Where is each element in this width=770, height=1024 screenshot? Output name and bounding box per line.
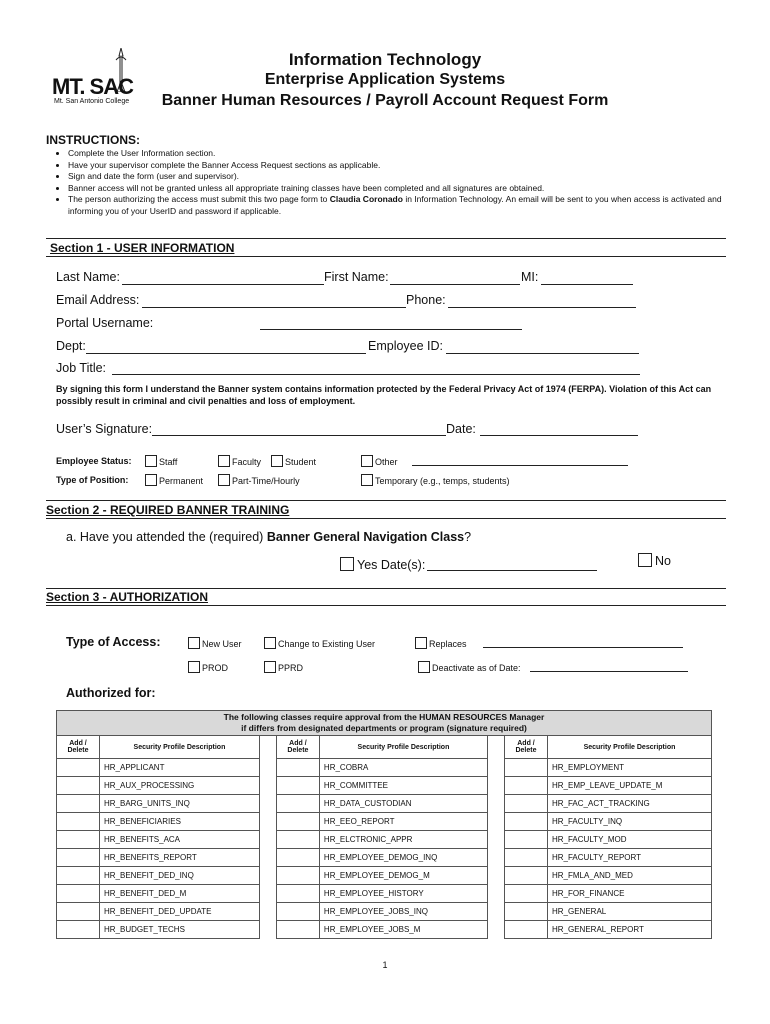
profile-cell: HR_EEO_REPORT <box>319 813 487 831</box>
instructions-list <box>56 148 738 217</box>
description-header: Security Profile Description <box>319 736 487 759</box>
position-permanent-option[interactable]: Permanent <box>145 474 203 486</box>
permanent-checkbox[interactable] <box>145 474 157 486</box>
temporary-checkbox[interactable] <box>361 474 373 486</box>
description-header: Security Profile Description <box>100 736 260 759</box>
add-delete-cell[interactable] <box>276 903 319 921</box>
add-delete-cell[interactable] <box>504 849 547 867</box>
phone-label: Phone: <box>406 293 446 307</box>
profile-cell: HR_BENEFIT_DED_INQ <box>100 867 260 885</box>
logo-mark: MT. SAC <box>52 74 133 99</box>
email-label: Email Address: <box>56 293 140 307</box>
profile-cell: HR_BENEFITS_REPORT <box>100 849 260 867</box>
add-delete-cell[interactable] <box>504 777 547 795</box>
ferpa-notice: By signing this form I understand the Banner system contains information protected by the Federal Privacy Act of 1974 (FERPA). Violation of this Act can possibly result in criminal and civil penalties and loss of employment. <box>56 384 712 406</box>
phone-field[interactable] <box>448 307 636 308</box>
table-row <box>57 813 712 831</box>
authorized-for-label: Authorized for: <box>66 686 156 700</box>
pprd-checkbox[interactable] <box>264 661 276 673</box>
prod-checkbox[interactable] <box>188 661 200 673</box>
profile-cell: HR_EMPLOYEE_JOBS_M <box>319 921 487 939</box>
profile-cell: HR_FACULTY_REPORT <box>547 849 711 867</box>
table-row <box>57 903 712 921</box>
add-delete-cell[interactable] <box>276 831 319 849</box>
add-delete-cell[interactable] <box>276 813 319 831</box>
add-delete-header: Add / Delete <box>276 736 319 759</box>
profile-cell: HR_BENEFITS_ACA <box>100 831 260 849</box>
add-delete-cell[interactable] <box>276 759 319 777</box>
add-delete-cell[interactable] <box>504 867 547 885</box>
add-delete-cell[interactable] <box>57 813 100 831</box>
contact-name: Claudia Coronado <box>329 194 403 204</box>
email-field[interactable] <box>142 307 406 308</box>
add-delete-cell[interactable] <box>276 867 319 885</box>
new-user-checkbox[interactable] <box>188 637 200 649</box>
job-title-label: Job Title: <box>56 361 107 375</box>
profile-cell: HR_EMPLOYEE_DEMOG_INQ <box>319 849 487 867</box>
table-row <box>57 777 712 795</box>
profile-cell: HR_EMPLOYEE_JOBS_INQ <box>319 903 487 921</box>
last-name-field[interactable] <box>122 284 324 285</box>
add-delete-cell[interactable] <box>57 903 100 921</box>
profile-cell: HR_EMPLOYEE_HISTORY <box>319 885 487 903</box>
first-name-field[interactable] <box>390 284 520 285</box>
page-number: 1 <box>382 960 388 970</box>
deactivate-checkbox[interactable] <box>418 661 430 673</box>
add-delete-cell[interactable] <box>57 795 100 813</box>
profile-cell: HR_BARG_UNITS_INQ <box>100 795 260 813</box>
mi-label: MI: <box>521 270 539 284</box>
logo-subtitle: Mt. San Antonio College <box>54 98 130 105</box>
training-question: a. Have you attended the (required) Banner General Navigation Class? <box>66 530 472 544</box>
status-staff-option[interactable]: Staff <box>145 455 177 467</box>
section-divider <box>46 518 726 519</box>
table-row <box>57 759 712 777</box>
profile-cell: HR_ELCTRONIC_APPR <box>319 831 487 849</box>
profile-cell: HR_EMPLOYEE_DEMOG_M <box>319 867 487 885</box>
employee-id-field[interactable] <box>446 353 639 354</box>
table-row <box>57 849 712 867</box>
position-type-label: Type of Position: <box>56 475 129 485</box>
add-delete-cell[interactable] <box>57 921 100 939</box>
position-temporary-option[interactable]: Temporary (e.g., temps, students) <box>361 474 510 486</box>
status-other-option[interactable]: Other <box>361 455 398 467</box>
table-header: The following classes require approval from the HUMAN RESOURCES Manager if differs from designated departments or program (signature required) <box>57 711 712 736</box>
replaces-field[interactable] <box>483 647 683 648</box>
add-delete-cell[interactable] <box>504 903 547 921</box>
add-delete-cell[interactable] <box>504 885 547 903</box>
part-time-checkbox[interactable] <box>218 474 230 486</box>
table-row <box>57 921 712 939</box>
profile-cell: HR_FACULTY_INQ <box>547 813 711 831</box>
add-delete-cell[interactable] <box>276 777 319 795</box>
add-delete-cell[interactable] <box>504 795 547 813</box>
access-prod-option[interactable]: PROD <box>188 661 228 673</box>
training-dates-field[interactable] <box>427 570 597 571</box>
add-delete-cell[interactable] <box>504 759 547 777</box>
job-title-field[interactable] <box>112 374 640 375</box>
access-pprd-option[interactable]: PPRD <box>264 661 303 673</box>
profile-cell: HR_BUDGET_TECHS <box>100 921 260 939</box>
section-3-title: Section 3 - AUTHORIZATION <box>46 590 208 604</box>
table-row <box>57 795 712 813</box>
dept-field[interactable] <box>86 353 366 354</box>
title-line-1: Information Technology <box>288 50 482 69</box>
table-row <box>57 831 712 849</box>
description-header: Security Profile Description <box>547 736 711 759</box>
security-profile-table <box>56 710 712 939</box>
profile-cell: HR_AUX_PROCESSING <box>100 777 260 795</box>
access-change-user-option[interactable]: Change to Existing User <box>264 637 375 649</box>
column-header-row <box>57 736 712 759</box>
title-line-2: Enterprise Application Systems <box>264 71 506 88</box>
add-delete-header: Add / Delete <box>504 736 547 759</box>
position-part-time-option[interactable]: Part-Time/Hourly <box>218 474 300 486</box>
form-title: Banner Human Resources / Payroll Account Request Form <box>161 92 609 109</box>
instruction-item: • Banner access will not be granted unless all appropriate training classes have been completed and all signatures are obtained. <box>68 183 738 195</box>
add-delete-cell[interactable] <box>57 759 100 777</box>
employee-status-label: Employee Status: <box>56 456 132 466</box>
type-of-access-label: Type of Access: <box>66 635 161 649</box>
mi-field[interactable] <box>541 284 633 285</box>
staff-checkbox[interactable] <box>145 455 157 467</box>
profile-cell: HR_EMPLOYMENT <box>547 759 711 777</box>
profile-cell: HR_COMMITTEE <box>319 777 487 795</box>
access-replaces-option[interactable]: Replaces <box>415 637 467 649</box>
training-yes-option[interactable]: Yes Date(s): <box>340 557 425 572</box>
add-delete-cell[interactable] <box>276 795 319 813</box>
profile-cell: HR_FACULTY_MOD <box>547 831 711 849</box>
profile-cell: HR_GENERAL_REPORT <box>547 921 711 939</box>
dept-label: Dept: <box>56 339 86 353</box>
yes-checkbox[interactable] <box>340 557 354 571</box>
section-divider <box>46 256 726 257</box>
date-label: Date: <box>446 422 476 436</box>
add-delete-cell[interactable] <box>276 885 319 903</box>
portal-username-label: Portal Username: <box>56 316 154 330</box>
table-row <box>57 885 712 903</box>
profile-cell: HR_FOR_FINANCE <box>547 885 711 903</box>
profile-cell: HR_EMP_LEAVE_UPDATE_M <box>547 777 711 795</box>
profile-cell: HR_BENEFICIARIES <box>100 813 260 831</box>
change-user-checkbox[interactable] <box>264 637 276 649</box>
access-new-user-option[interactable]: New User <box>188 637 242 649</box>
profile-cell: HR_APPLICANT <box>100 759 260 777</box>
replaces-checkbox[interactable] <box>415 637 427 649</box>
section-divider <box>46 500 726 501</box>
college-logo <box>48 48 138 108</box>
training-no-option[interactable]: No <box>638 553 671 568</box>
instruction-item: • Complete the User Information section. <box>68 148 738 160</box>
section-2-title: Section 2 - REQUIRED BANNER TRAINING <box>46 503 290 517</box>
instruction-item: • Sign and date the form (user and supervisor). <box>68 171 738 183</box>
signature-date-field[interactable] <box>480 435 638 436</box>
profile-cell: HR_BENEFIT_DED_M <box>100 885 260 903</box>
add-delete-cell[interactable] <box>504 813 547 831</box>
last-name-label: Last Name: <box>56 270 120 284</box>
signature-label: User’s Signature: <box>56 422 153 436</box>
add-delete-cell[interactable] <box>57 777 100 795</box>
instruction-item: • The person authorizing the access must submit this two page form to Claudia Coronado in Information Technology. An email will be sent to you when access is activated and informing you of your UserID and password if applicable. <box>68 194 738 217</box>
instructions-heading: INSTRUCTIONS: <box>46 133 140 147</box>
profile-cell: HR_COBRA <box>319 759 487 777</box>
section-divider <box>46 605 726 606</box>
profile-cell: HR_FMLA_AND_MED <box>547 867 711 885</box>
section-divider <box>46 588 726 589</box>
add-delete-cell[interactable] <box>276 921 319 939</box>
status-faculty-option[interactable]: Faculty <box>218 455 261 467</box>
other-status-field[interactable] <box>412 465 628 466</box>
portal-username-field[interactable] <box>260 329 522 330</box>
profile-cell: HR_FAC_ACT_TRACKING <box>547 795 711 813</box>
section-1-title: Section 1 - USER INFORMATION <box>50 241 235 255</box>
profile-cell: HR_DATA_CUSTODIAN <box>319 795 487 813</box>
add-delete-cell[interactable] <box>57 885 100 903</box>
add-delete-header: Add / Delete <box>57 736 100 759</box>
student-checkbox[interactable] <box>271 455 283 467</box>
profile-cell: HR_BENEFIT_DED_UPDATE <box>100 903 260 921</box>
add-delete-cell[interactable] <box>57 849 100 867</box>
add-delete-cell[interactable] <box>57 831 100 849</box>
employee-id-label: Employee ID: <box>368 339 444 353</box>
status-student-option[interactable]: Student <box>271 455 316 467</box>
first-name-label: First Name: <box>324 270 389 284</box>
access-deactivate-option[interactable]: Deactivate as of Date: <box>418 661 521 673</box>
deactivate-date-field[interactable] <box>530 671 688 672</box>
signature-field[interactable] <box>152 435 446 436</box>
add-delete-cell[interactable] <box>504 831 547 849</box>
no-checkbox[interactable] <box>638 553 652 567</box>
add-delete-cell[interactable] <box>57 867 100 885</box>
profile-cell: HR_GENERAL <box>547 903 711 921</box>
add-delete-cell[interactable] <box>276 849 319 867</box>
instruction-item: • Have your supervisor complete the Banner Access Request sections as applicable. <box>68 160 738 172</box>
section-divider <box>46 238 726 239</box>
other-checkbox[interactable] <box>361 455 373 467</box>
add-delete-cell[interactable] <box>504 921 547 939</box>
faculty-checkbox[interactable] <box>218 455 230 467</box>
table-row <box>57 867 712 885</box>
